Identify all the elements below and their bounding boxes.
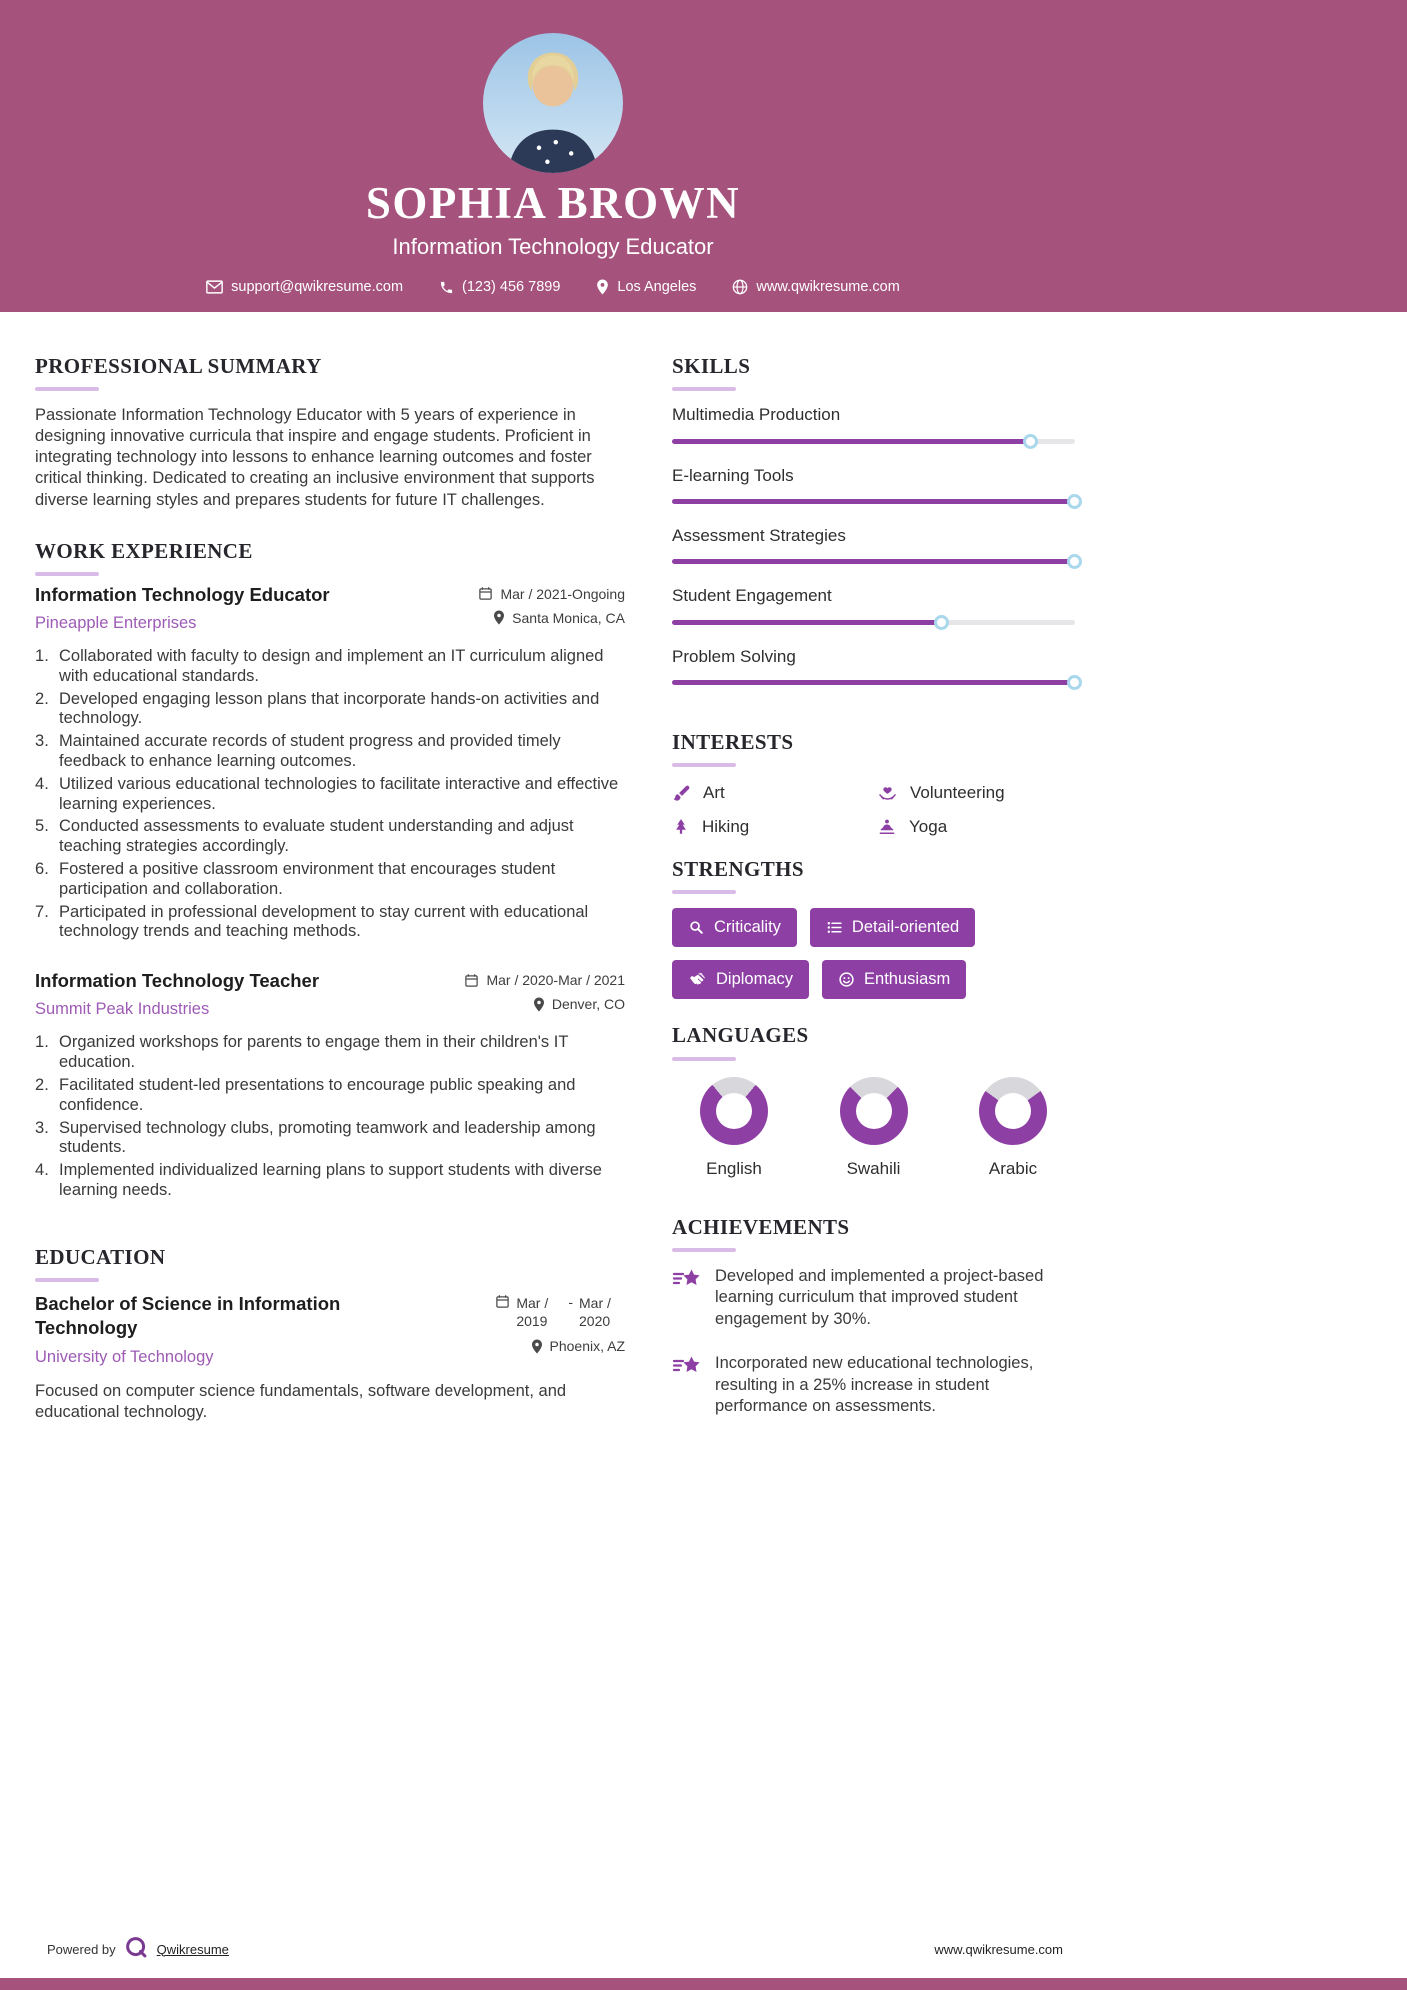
footer-site-link[interactable]: www.qwikresume.com — [934, 1941, 1063, 1957]
contact-phone-text: (123) 456 7899 — [462, 279, 561, 296]
education-heading: EDUCATION — [35, 1244, 166, 1269]
slider-thumb[interactable] — [934, 615, 949, 630]
skill-row — [672, 405, 1075, 448]
interest-item — [672, 783, 877, 803]
header-inner — [0, 0, 1106, 295]
qwikresume-logo-icon — [125, 1936, 148, 1962]
education-location — [531, 1338, 626, 1354]
left-column — [35, 354, 625, 1440]
bullet-text: Supervised technology clubs, promoting teamwork and leadership among students. — [59, 1118, 596, 1157]
bullet-item — [35, 903, 625, 943]
contact-location-text: Los Angeles — [617, 279, 697, 296]
language-donut-chart — [840, 1077, 908, 1145]
strength-chip — [810, 908, 975, 947]
tree-icon — [672, 817, 690, 837]
section-professional-summary — [35, 354, 625, 511]
job-title: Information Technology Educator — [35, 583, 330, 605]
skill-slider[interactable] — [672, 615, 1075, 630]
right-column — [672, 354, 1075, 1440]
skill-name: Problem Solving — [672, 646, 796, 666]
strength-label: Diplomacy — [716, 970, 794, 989]
interest-item — [877, 783, 1075, 803]
location-pin-icon — [533, 997, 545, 1012]
bullet-item — [35, 732, 625, 772]
slider-thumb[interactable] — [1067, 554, 1082, 569]
section-interests — [672, 730, 1075, 837]
slider-thumb[interactable] — [1023, 434, 1038, 449]
contact-row — [206, 279, 900, 295]
achievement-item — [672, 1353, 1075, 1418]
interest-item — [877, 817, 1075, 837]
job-bullet-list — [35, 1033, 625, 1200]
bullet-text: Organized workshops for parents to engage them in their children's IT education. — [59, 1033, 569, 1072]
section-work-experience — [35, 539, 625, 1201]
header — [0, 0, 1407, 312]
strength-label: Detail-oriented — [851, 918, 960, 937]
section-achievements — [672, 1215, 1075, 1419]
skill-name: Multimedia Production — [672, 405, 841, 425]
location-pin-icon — [596, 279, 609, 295]
bullet-item — [35, 1033, 625, 1073]
job-location — [493, 610, 625, 626]
skills-heading: SKILLS — [672, 354, 751, 378]
degree-title: Bachelor of Science in Information Technology — [35, 1292, 341, 1338]
interest-label: Art — [703, 783, 725, 803]
skill-name: E-learning Tools — [672, 465, 794, 485]
language-item — [957, 1077, 1069, 1179]
work-heading: WORK EXPERIENCE — [35, 538, 253, 563]
bottom-accent-strip — [0, 1978, 1407, 1990]
bullet-text: Utilized various educational technologies to facilitate interactive and effective learning experiences. — [59, 774, 619, 813]
language-donut-chart — [700, 1077, 768, 1145]
section-education — [35, 1245, 625, 1424]
strength-chip — [672, 960, 809, 999]
calendar-icon — [495, 1294, 510, 1312]
contact-email[interactable] — [206, 279, 403, 295]
interest-item — [672, 817, 877, 837]
bullet-text: Developed engaging lesson plans that incorporate hands-on activities and technology. — [59, 689, 600, 728]
skill-slider[interactable] — [672, 494, 1075, 509]
skill-slider[interactable] — [672, 554, 1075, 569]
heading-accent-bar — [672, 1057, 736, 1061]
magnifier-icon — [688, 919, 705, 936]
bullet-item — [35, 817, 625, 857]
skill-name: Student Engagement — [672, 586, 832, 606]
company-name[interactable]: Pineapple Enterprises — [35, 614, 197, 633]
bullet-item — [35, 860, 625, 900]
job-location-text: Santa Monica, CA — [512, 609, 625, 626]
globe-icon — [732, 279, 748, 295]
skill-row — [672, 466, 1075, 509]
language-item — [818, 1077, 930, 1179]
contact-website[interactable] — [732, 279, 899, 295]
bullet-text: Fostered a positive classroom environment that encourages student participation and collaboration. — [59, 859, 556, 898]
language-name: Swahili — [846, 1158, 901, 1178]
date-separator: - — [568, 1293, 573, 1310]
contact-phone[interactable] — [439, 279, 560, 295]
skill-slider[interactable] — [672, 434, 1075, 449]
strength-chip — [672, 908, 797, 947]
bullet-item — [35, 647, 625, 687]
job-dates-text: Mar / 2021-Ongoing — [500, 585, 625, 602]
strengths-heading: STRENGTHS — [672, 857, 804, 882]
bullet-text: Implemented individualized learning plans to support students with diverse learning needs. — [59, 1161, 602, 1199]
summary-text: Passionate Information Technology Educator with 5 years of experience in designing innovative curricula that inspire and engage students. Proficient in integrating technology into lessons to enhance learning outcomes and foster critical thinking. Dedicated to creating an inclusive environment that supports diverse learning styles and prepares students for future IT challenges. — [35, 406, 595, 509]
email-icon — [206, 280, 223, 294]
award-icon — [672, 1266, 704, 1331]
job-bullet-list — [35, 647, 625, 942]
powered-by-label: Powered by — [47, 1941, 116, 1957]
skill-slider[interactable] — [672, 675, 1075, 690]
education-date-end: Mar / 2020 — [579, 1294, 611, 1330]
calendar-icon — [464, 973, 479, 988]
section-languages — [672, 1023, 1075, 1178]
summary-heading: PROFESSIONAL SUMMARY — [35, 354, 322, 378]
bullet-item — [35, 775, 625, 815]
slider-thumb[interactable] — [1067, 494, 1082, 509]
education-location-text: Phoenix, AZ — [549, 1338, 625, 1355]
achievement-item — [672, 1266, 1075, 1331]
job-title: Information Technology Teacher — [35, 970, 320, 992]
language-name: Arabic — [988, 1158, 1038, 1178]
page-title: Information Technology Educator — [392, 234, 714, 260]
bullet-item — [35, 690, 625, 730]
person-name: SOPHIA BROWN — [365, 178, 741, 228]
location-pin-icon — [493, 610, 505, 625]
phone-icon — [439, 280, 454, 295]
calendar-icon — [478, 586, 493, 601]
skill-row — [672, 647, 1075, 690]
contact-website-text: www.qwikresume.com — [756, 279, 900, 296]
job-location — [533, 996, 625, 1012]
main-content — [0, 312, 1407, 1440]
smiley-icon — [838, 971, 855, 988]
languages-heading: LANGUAGES — [672, 1023, 809, 1048]
education-description: Focused on computer science fundamentals, software development, and educational technology. — [35, 1381, 567, 1422]
education-date-start: Mar / 2019 — [516, 1294, 549, 1330]
job-dates-text: Mar / 2020-Mar / 2021 — [486, 972, 625, 989]
profile-photo — [483, 33, 623, 173]
interest-label: Yoga — [909, 817, 948, 837]
bullet-text: Collaborated with faculty to design and implement an IT curriculum aligned with educational standards. — [59, 647, 604, 685]
bullet-text: Participated in professional development to stay current with educational technology trends and teaching methods. — [59, 902, 589, 941]
interests-heading: INTERESTS — [672, 730, 794, 755]
location-pin-icon — [531, 1339, 543, 1354]
job-dates — [464, 972, 625, 988]
achievements-heading: ACHIEVEMENTS — [672, 1214, 850, 1239]
education-dates — [495, 1294, 625, 1330]
language-donut-chart — [979, 1077, 1047, 1145]
strength-chip — [822, 960, 966, 999]
achievement-text: Incorporated new educational technologies, resulting in a 25% increase in student performance on assessments. — [715, 1353, 1034, 1416]
interest-label: Volunteering — [910, 783, 1005, 803]
paintbrush-icon — [672, 784, 691, 803]
strength-label: Enthusiasm — [864, 970, 951, 989]
handshake-icon — [688, 971, 707, 988]
achievement-text: Developed and implemented a project-based learning curriculum that improved student engagement by 30%. — [715, 1266, 1044, 1329]
slider-thumb[interactable] — [1067, 675, 1082, 690]
section-skills — [672, 354, 1075, 690]
award-icon — [672, 1353, 704, 1418]
qwikresume-brand-link[interactable]: Qwikresume — [156, 1941, 229, 1957]
bullet-text: Facilitated student-led presentations to encourage public speaking and confidence. — [59, 1075, 576, 1114]
yoga-icon — [877, 817, 897, 837]
language-name: English — [706, 1158, 762, 1178]
list-icon — [826, 919, 843, 936]
bullet-item — [35, 1076, 625, 1116]
job-dates — [478, 586, 625, 602]
footer — [35, 1936, 1075, 1962]
heading-accent-bar — [35, 572, 99, 576]
heading-accent-bar — [35, 387, 99, 391]
interest-label: Hiking — [702, 817, 750, 837]
bullet-text: Maintained accurate records of student progress and provided timely feedback to enhance learning outcomes. — [59, 732, 561, 770]
heading-accent-bar — [672, 387, 736, 391]
skill-row — [672, 526, 1075, 569]
heading-accent-bar — [672, 1248, 736, 1252]
job-entry — [35, 584, 625, 942]
contact-email-text: support@qwikresume.com — [231, 279, 404, 296]
heading-accent-bar — [35, 1278, 99, 1282]
section-strengths — [672, 857, 1075, 999]
heading-accent-bar — [672, 890, 736, 894]
heading-accent-bar — [672, 763, 736, 767]
language-item — [678, 1077, 790, 1179]
bullet-item — [35, 1161, 625, 1201]
school-name[interactable]: University of Technology — [35, 1347, 214, 1366]
skill-name: Assessment Strategies — [672, 525, 846, 545]
company-name[interactable]: Summit Peak Industries — [35, 1000, 210, 1019]
bullet-text: Conducted assessments to evaluate student understanding and adjust teaching strategies accordingly. — [59, 817, 574, 856]
bullet-item — [35, 1119, 625, 1159]
job-entry — [35, 970, 625, 1201]
skill-row — [672, 586, 1075, 629]
job-location-text: Denver, CO — [551, 996, 625, 1013]
contact-location — [596, 279, 696, 295]
hands-heart-icon — [877, 784, 898, 803]
strength-label: Criticality — [714, 918, 781, 937]
